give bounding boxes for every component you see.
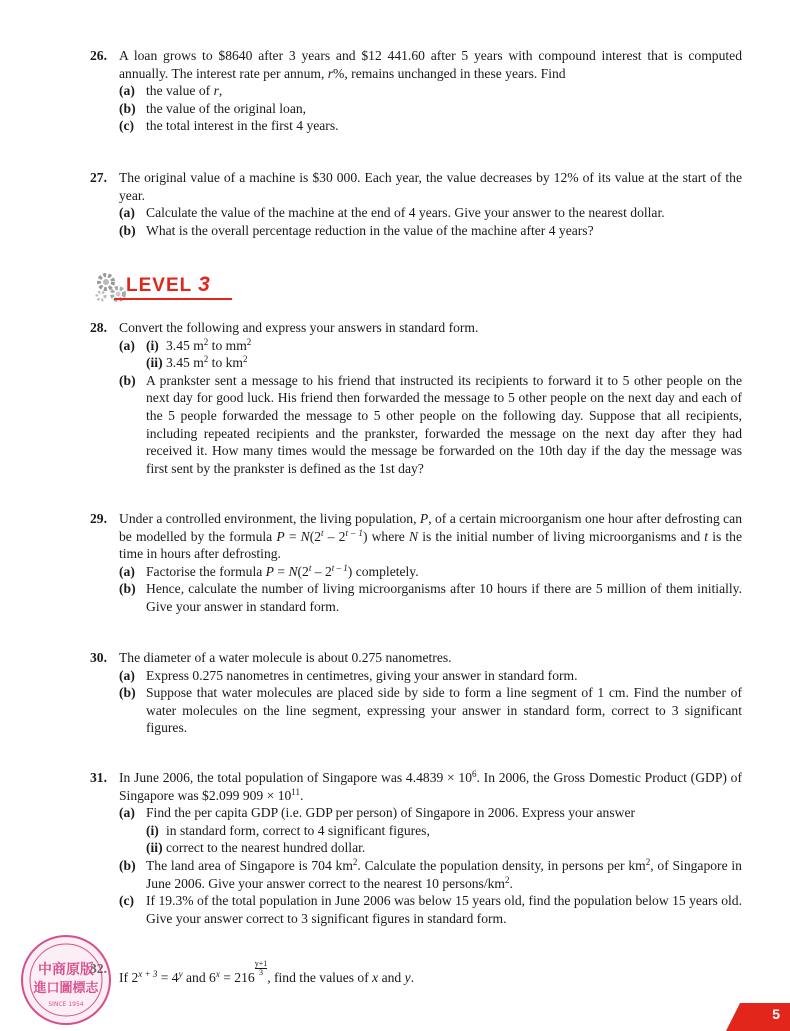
page-number: 5: [772, 1006, 780, 1022]
question-number: 26.: [90, 48, 107, 63]
part-a: (a) Express 0.275 nanometres in centimetres, giving your answer in standard form.: [119, 667, 578, 683]
part-c: (c) the total interest in the first 4 years.: [119, 118, 339, 134]
level-heading: [92, 268, 242, 304]
part-a-ii: (ii) 3.45 $m^2$ to $km^2$: [146, 354, 248, 371]
part-b: (b) the value of the original loan,: [119, 100, 307, 116]
question-28: [90, 319, 742, 477]
question-26: [90, 47, 742, 135]
part-a: (a) Calculate the value of the machine at the end of 4 years. Give your answer to the nearest dollar.: [119, 205, 665, 221]
question-number: 29.: [90, 511, 107, 526]
fraction-exponent: $\frac{y+1}{3}$: [254, 959, 268, 977]
part-b: (b) The land area of Singapore is 704 $km^2$. Calculate the population density, in persons per $km^2$, of Singapore in June 2006. Give your answer correct to the nearest 10 persons/$km^2$.: [119, 856, 742, 891]
question-text: If $2^{x + 3} = 4^y$ and $6^x = 216$ $\frac{y+1}{3}$ , find the values of x and y.: [119, 959, 415, 985]
level-label: LEVEL 3: [126, 273, 211, 296]
stamp-line-2: 進口圖標志: [33, 981, 99, 996]
stamp-line-1: 中商原版: [38, 962, 94, 978]
part-a-i: (i) in standard form, correct to 4 significant figures,: [146, 822, 430, 838]
level-underline: [114, 298, 232, 300]
question-30: [90, 649, 742, 737]
question-number: 28.: [90, 320, 107, 335]
question-text: In June 2006, the total population of Singapore was $4.4839 \times 10^6$. In 2006, the Gross Domestic Product (GDP) of Singapore was $2.099 $909 \times 10^{11}$.: [119, 769, 742, 803]
part-b: (b) Hence, calculate the number of living microorganisms after 10 hours if there are 5 million of them initially. Give your answer in standard form.: [119, 581, 742, 614]
question-number: 30.: [90, 650, 107, 665]
question-29: [90, 510, 742, 616]
part-a: (a) the value of r,: [119, 83, 223, 99]
question-text: The diameter of a water molecule is about 0.275 nanometres.: [119, 650, 452, 665]
question-number: 32.: [90, 961, 107, 976]
stamp-since: SINCE 1954: [48, 1001, 84, 1008]
question-number: 27.: [90, 170, 107, 185]
part-a: (a) (i) 3.45 $m^2$ to $mm^2$: [119, 336, 252, 353]
part-a-i: (i) 3.45 $m^2$ to $mm^2$: [146, 336, 252, 353]
part-c: (c) If 19.3% of the total population in June 2006 was below 15 years old, find the population below 15 years old. Give your answer correct to 3 significant figures in standard form.: [119, 893, 742, 926]
question-31: [90, 769, 742, 927]
part-b: (b) Suppose that water molecules are placed side by side to form a line segment of 1 cm. Find the number of water molecules on the line segment, expressing your answer in standard form, correct to 3 significant figures.: [119, 685, 742, 736]
question-32: [90, 960, 742, 987]
page-number-tab: [726, 1003, 790, 1031]
question-text: Under a controlled environment, the living population, P, of a certain microorganism one hour after defrosting can be modelled by the formula $P = N(2^t - 2^{t - 1})$ where N is the initial number of living microorganisms and t is the time in hours after defrosting.: [119, 511, 743, 562]
part-a: (a) Find the per capita GDP (i.e. GDP per person) of Singapore in 2006. Express your answer: [119, 805, 636, 821]
question-27: [90, 169, 742, 239]
part-a: (a) Factorise the formula $P = N(2^t - 2^{t - 1})$ completely.: [119, 562, 419, 579]
part-b: (b) A prankster sent a message to his friend that instructed its recipients to forward it to 5 other people on the next day for good luck. His friend then forwarded the message to 5 other people on the next day and each of the 5 people forwarded the message to 5 other people on the following day. Suppose that all recipients, including repeated recipients and the prankster, forwarded the message on the next day after they had received it. How many times would the message be forwarded on the 10th day if the day the message was first sent by the prankster is defined as the 1st day?: [119, 372, 742, 476]
question-text: The original value of a machine is $30 000. Each year, the value decreases by 12% of its value at the start of the year.: [119, 170, 742, 203]
part-a-ii: (ii) correct to the nearest hundred dollar.: [146, 840, 366, 856]
part-b: (b) What is the overall percentage reduction in the value of the machine after 4 years?: [119, 222, 594, 238]
question-text: A loan grows to $8640 after 3 years and $12 441.60 after 5 years with compound interest that is computed annually. The interest rate per annum, r%, remains unchanged in these years. Find: [119, 48, 742, 81]
question-text: Convert the following and express your answers in standard form.: [119, 320, 479, 335]
import-stamp: [8, 932, 124, 1028]
question-number: 31.: [90, 770, 107, 785]
